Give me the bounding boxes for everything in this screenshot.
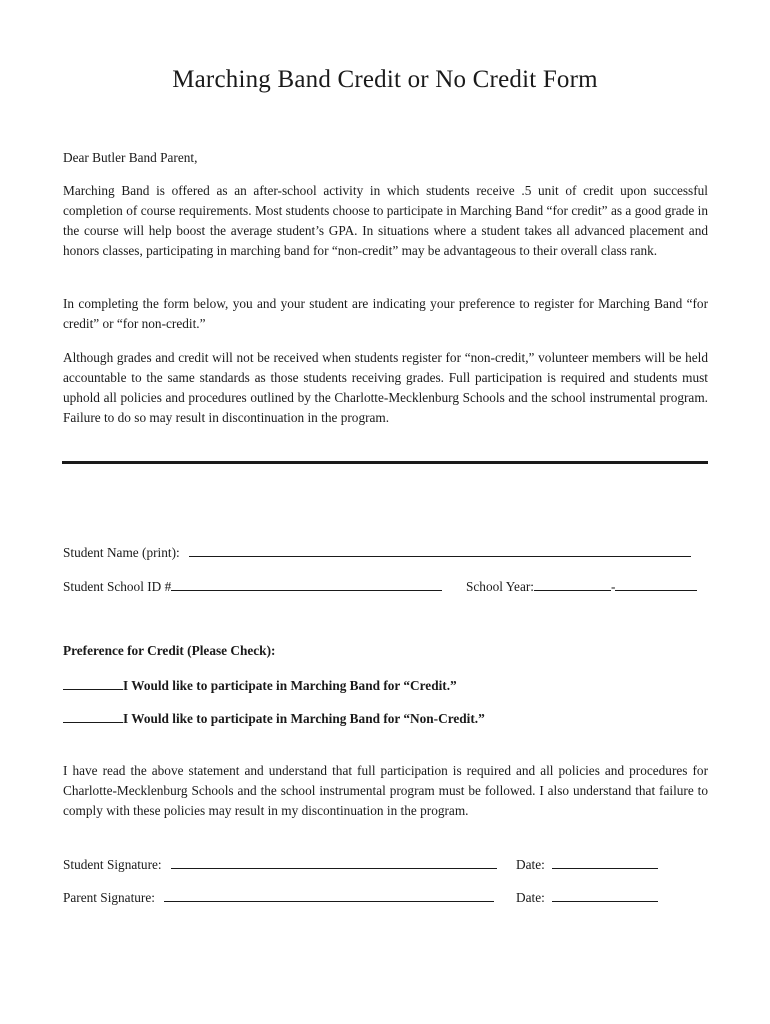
instructions-paragraph: In completing the form below, you and your student are indicating your preference to register for Marching Band “for credit” or “for non-credit.”	[63, 296, 708, 331]
parent-date-row	[516, 888, 658, 906]
student-id-row	[63, 577, 442, 595]
student-signature-label: Student Signature:	[63, 857, 162, 872]
school-year-row	[466, 577, 697, 595]
student-date-label: Date:	[516, 857, 545, 872]
credit-option-label: I Would like to participate in Marching Band for “Credit.”	[123, 678, 457, 693]
student-date-field[interactable]	[552, 855, 658, 869]
noncredit-option-label: I Would like to participate in Marching Band for “Non-Credit.”	[123, 711, 485, 726]
student-name-field[interactable]	[189, 543, 691, 557]
student-signature-field[interactable]	[171, 855, 497, 869]
section-divider	[62, 461, 708, 464]
parent-signature-label: Parent Signature:	[63, 890, 155, 905]
credit-option-row	[63, 676, 457, 694]
student-name-row	[63, 543, 691, 561]
salutation: Dear Butler Band Parent,	[63, 150, 198, 165]
preference-heading: Preference for Credit (Please Check):	[63, 643, 276, 658]
page-title: Marching Band Credit or No Credit Form	[172, 66, 598, 93]
school-year-end-field[interactable]	[615, 577, 697, 591]
school-year-label: School Year:	[466, 579, 534, 594]
parent-date-label: Date:	[516, 890, 545, 905]
student-name-label: Student Name (print):	[63, 545, 180, 560]
student-id-field[interactable]	[171, 577, 442, 591]
credit-checkbox-line[interactable]	[63, 676, 123, 690]
student-date-row	[516, 855, 658, 873]
noncredit-option-row	[63, 709, 485, 727]
parent-date-field[interactable]	[552, 888, 658, 902]
school-year-separator: -	[610, 579, 616, 594]
parent-signature-field[interactable]	[164, 888, 494, 902]
policy-paragraph: Although grades and credit will not be received when students register for “non-credit,” volunteer members will be held accountable to the same standards as those students receiving grades. Full participation is required and students must uphold all policies and procedures outlined by the Charlotte-Mecklenburg Schools and the school instrumental program. Failure to do so may result in discontinuation in the program.	[63, 350, 708, 425]
school-year-start-field[interactable]	[534, 577, 611, 591]
noncredit-checkbox-line[interactable]	[63, 709, 123, 723]
agreement-statement: I have read the above statement and understand that full participation is required and all policies and procedures for Charlotte-Mecklenburg Schools and the school instrumental program must be followed. I also understand that failure to comply with these policies may result in my discontinuation in the program.	[63, 763, 708, 818]
parent-signature-row	[63, 888, 494, 906]
intro-paragraph: Marching Band is offered as an after-school activity in which students receive .5 unit of credit upon successful completion of course requirements. Most students choose to participate in Marching Band “for credit” as a good grade in the course will help boost the average student’s GPA. In situations where a student takes all advanced placement and honors classes, participating in marching band for “non-credit” may be advantageous to their overall class rank.	[63, 183, 708, 258]
student-signature-row	[63, 855, 497, 873]
student-id-label: Student School ID #	[63, 579, 172, 594]
